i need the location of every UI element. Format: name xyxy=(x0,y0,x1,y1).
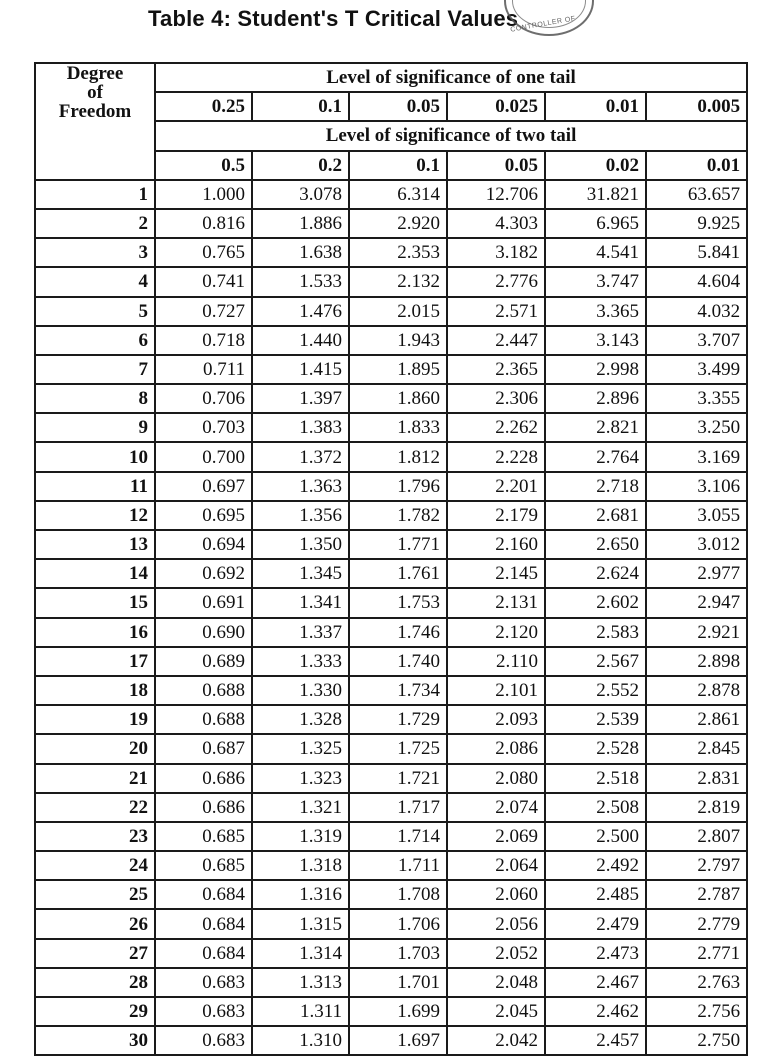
degree-of-freedom-cell: 2 xyxy=(35,209,155,238)
critical-value-cell: 2.485 xyxy=(545,880,646,909)
critical-value-cell: 2.624 xyxy=(545,559,646,588)
critical-value-cell: 1.323 xyxy=(252,764,349,793)
critical-value-cell: 1.860 xyxy=(349,384,447,413)
critical-value-cell: 4.604 xyxy=(646,267,747,296)
critical-value-cell: 0.684 xyxy=(155,880,252,909)
page-title: Table 4: Student's T Critical Values xyxy=(148,6,519,31)
table-row xyxy=(35,559,747,588)
critical-value-cell: 2.045 xyxy=(447,997,545,1026)
critical-value-cell: 2.797 xyxy=(646,851,747,880)
critical-value-cell: 0.692 xyxy=(155,559,252,588)
critical-value-cell: 1.725 xyxy=(349,734,447,763)
critical-value-cell: 1.708 xyxy=(349,880,447,909)
critical-value-cell: 2.819 xyxy=(646,793,747,822)
critical-value-cell: 0.697 xyxy=(155,472,252,501)
critical-value-cell: 2.552 xyxy=(545,676,646,705)
table-row xyxy=(35,676,747,705)
critical-value-cell: 0.816 xyxy=(155,209,252,238)
critical-value-cell: 1.415 xyxy=(252,355,349,384)
critical-value-cell: 1.761 xyxy=(349,559,447,588)
degree-of-freedom-cell: 12 xyxy=(35,501,155,530)
critical-value-cell: 2.110 xyxy=(447,647,545,676)
critical-value-cell: 0.727 xyxy=(155,297,252,326)
table-row xyxy=(35,180,747,209)
critical-value-cell: 2.086 xyxy=(447,734,545,763)
one-tail-level: 0.25 xyxy=(155,92,252,121)
critical-value-cell: 2.473 xyxy=(545,939,646,968)
critical-value-cell: 2.831 xyxy=(646,764,747,793)
seal-text: CONTROLLER OF xyxy=(509,15,577,34)
critical-value-cell: 0.690 xyxy=(155,618,252,647)
critical-value-cell: 2.771 xyxy=(646,939,747,968)
critical-value-cell: 2.898 xyxy=(646,647,747,676)
critical-value-cell: 2.353 xyxy=(349,238,447,267)
critical-value-cell: 2.845 xyxy=(646,734,747,763)
critical-value-cell: 4.541 xyxy=(545,238,646,267)
table-row xyxy=(35,997,747,1026)
degree-of-freedom-cell: 6 xyxy=(35,326,155,355)
critical-value-cell: 0.695 xyxy=(155,501,252,530)
critical-value-cell: 1.318 xyxy=(252,851,349,880)
critical-value-cell: 2.750 xyxy=(646,1026,747,1055)
critical-value-cell: 1.363 xyxy=(252,472,349,501)
critical-value-cell: 1.706 xyxy=(349,909,447,938)
critical-value-cell: 1.895 xyxy=(349,355,447,384)
critical-value-cell: 0.684 xyxy=(155,909,252,938)
critical-value-cell: 2.179 xyxy=(447,501,545,530)
critical-value-cell: 1.740 xyxy=(349,647,447,676)
critical-value-cell: 1.714 xyxy=(349,822,447,851)
critical-value-cell: 2.861 xyxy=(646,705,747,734)
critical-value-cell: 1.350 xyxy=(252,530,349,559)
critical-value-cell: 1.330 xyxy=(252,676,349,705)
critical-value-cell: 2.080 xyxy=(447,764,545,793)
critical-value-cell: 1.886 xyxy=(252,209,349,238)
critical-value-cell: 1.311 xyxy=(252,997,349,1026)
critical-value-cell: 1.771 xyxy=(349,530,447,559)
critical-value-cell: 0.686 xyxy=(155,764,252,793)
one-tail-level: 0.025 xyxy=(447,92,545,121)
critical-value-cell: 3.250 xyxy=(646,413,747,442)
t-critical-values-table xyxy=(34,62,748,1056)
critical-value-cell: 1.533 xyxy=(252,267,349,296)
critical-value-cell: 1.372 xyxy=(252,442,349,471)
table-row xyxy=(35,647,747,676)
critical-value-cell: 2.567 xyxy=(545,647,646,676)
critical-value-cell: 9.925 xyxy=(646,209,747,238)
critical-value-cell: 4.303 xyxy=(447,209,545,238)
degree-of-freedom-cell: 16 xyxy=(35,618,155,647)
critical-value-cell: 1.697 xyxy=(349,1026,447,1055)
critical-value-cell: 0.700 xyxy=(155,442,252,471)
table-row xyxy=(35,326,747,355)
critical-value-cell: 1.345 xyxy=(252,559,349,588)
critical-value-cell: 2.145 xyxy=(447,559,545,588)
degree-of-freedom-cell: 10 xyxy=(35,442,155,471)
critical-value-cell: 1.476 xyxy=(252,297,349,326)
critical-value-cell: 1.356 xyxy=(252,501,349,530)
critical-value-cell: 3.106 xyxy=(646,472,747,501)
critical-value-cell: 1.337 xyxy=(252,618,349,647)
table-row xyxy=(35,384,747,413)
critical-value-cell: 2.447 xyxy=(447,326,545,355)
degree-of-freedom-cell: 29 xyxy=(35,997,155,1026)
degree-of-freedom-cell: 30 xyxy=(35,1026,155,1055)
table-row xyxy=(35,530,747,559)
one-tail-level: 0.005 xyxy=(646,92,747,121)
critical-value-cell: 0.703 xyxy=(155,413,252,442)
degree-of-freedom-cell: 14 xyxy=(35,559,155,588)
table-row xyxy=(35,880,747,909)
table-row xyxy=(35,413,747,442)
degree-of-freedom-cell: 5 xyxy=(35,297,155,326)
critical-value-cell: 0.688 xyxy=(155,676,252,705)
degree-header-line1: Degree xyxy=(66,63,124,84)
degree-of-freedom-cell: 8 xyxy=(35,384,155,413)
critical-value-cell: 1.316 xyxy=(252,880,349,909)
critical-value-cell: 0.765 xyxy=(155,238,252,267)
degree-of-freedom-cell: 22 xyxy=(35,793,155,822)
one-tail-level: 0.01 xyxy=(545,92,646,121)
official-seal xyxy=(504,0,594,36)
degree-of-freedom-cell: 25 xyxy=(35,880,155,909)
critical-value-cell: 3.078 xyxy=(252,180,349,209)
degree-of-freedom-cell: 1 xyxy=(35,180,155,209)
critical-value-cell: 2.787 xyxy=(646,880,747,909)
critical-value-cell: 2.101 xyxy=(447,676,545,705)
two-tail-header: Level of significance of two tail xyxy=(155,121,747,150)
critical-value-cell: 2.650 xyxy=(545,530,646,559)
table-row xyxy=(35,822,747,851)
critical-value-cell: 0.691 xyxy=(155,588,252,617)
critical-value-cell: 2.262 xyxy=(447,413,545,442)
critical-value-cell: 2.764 xyxy=(545,442,646,471)
critical-value-cell: 2.878 xyxy=(646,676,747,705)
critical-value-cell: 0.711 xyxy=(155,355,252,384)
critical-value-cell: 2.571 xyxy=(447,297,545,326)
critical-value-cell: 2.528 xyxy=(545,734,646,763)
critical-value-cell: 6.965 xyxy=(545,209,646,238)
table-row xyxy=(35,238,747,267)
critical-value-cell: 2.479 xyxy=(545,909,646,938)
critical-value-cell: 2.821 xyxy=(545,413,646,442)
critical-value-cell: 2.462 xyxy=(545,997,646,1026)
critical-value-cell: 2.779 xyxy=(646,909,747,938)
table-row xyxy=(35,909,747,938)
critical-value-cell: 1.796 xyxy=(349,472,447,501)
degree-of-freedom-cell: 4 xyxy=(35,267,155,296)
critical-value-cell: 2.015 xyxy=(349,297,447,326)
critical-value-cell: 0.689 xyxy=(155,647,252,676)
critical-value-cell: 2.228 xyxy=(447,442,545,471)
critical-value-cell: 2.042 xyxy=(447,1026,545,1055)
critical-value-cell: 2.201 xyxy=(447,472,545,501)
critical-value-cell: 2.457 xyxy=(545,1026,646,1055)
degree-of-freedom-cell: 20 xyxy=(35,734,155,763)
critical-value-cell: 2.681 xyxy=(545,501,646,530)
critical-value-cell: 1.440 xyxy=(252,326,349,355)
critical-value-cell: 0.683 xyxy=(155,968,252,997)
critical-value-cell: 3.055 xyxy=(646,501,747,530)
critical-value-cell: 0.687 xyxy=(155,734,252,763)
one-tail-level: 0.05 xyxy=(349,92,447,121)
degree-of-freedom-cell: 28 xyxy=(35,968,155,997)
critical-value-cell: 1.315 xyxy=(252,909,349,938)
critical-value-cell: 0.718 xyxy=(155,326,252,355)
critical-value-cell: 0.706 xyxy=(155,384,252,413)
critical-value-cell: 1.701 xyxy=(349,968,447,997)
critical-value-cell: 1.721 xyxy=(349,764,447,793)
degree-of-freedom-cell: 23 xyxy=(35,822,155,851)
degree-of-freedom-cell: 9 xyxy=(35,413,155,442)
table-row xyxy=(35,793,747,822)
critical-value-cell: 3.499 xyxy=(646,355,747,384)
critical-value-cell: 2.064 xyxy=(447,851,545,880)
critical-value-cell: 0.694 xyxy=(155,530,252,559)
critical-value-cell: 2.120 xyxy=(447,618,545,647)
degree-of-freedom-cell: 11 xyxy=(35,472,155,501)
critical-value-cell: 6.314 xyxy=(349,180,447,209)
two-tail-level: 0.02 xyxy=(545,151,646,180)
degree-of-freedom-cell: 21 xyxy=(35,764,155,793)
degree-of-freedom-header xyxy=(35,63,155,180)
header-row-one-tail-label xyxy=(35,63,747,92)
critical-value-cell: 1.341 xyxy=(252,588,349,617)
critical-value-cell: 0.683 xyxy=(155,997,252,1026)
critical-value-cell: 0.685 xyxy=(155,851,252,880)
degree-of-freedom-cell: 17 xyxy=(35,647,155,676)
one-tail-level: 0.1 xyxy=(252,92,349,121)
critical-value-cell: 1.753 xyxy=(349,588,447,617)
table-row xyxy=(35,939,747,968)
critical-value-cell: 1.325 xyxy=(252,734,349,763)
table-row xyxy=(35,968,747,997)
critical-value-cell: 2.500 xyxy=(545,822,646,851)
critical-value-cell: 3.182 xyxy=(447,238,545,267)
critical-value-cell: 2.069 xyxy=(447,822,545,851)
two-tail-level: 0.5 xyxy=(155,151,252,180)
critical-value-cell: 2.602 xyxy=(545,588,646,617)
critical-value-cell: 12.706 xyxy=(447,180,545,209)
one-tail-header: Level of significance of one tail xyxy=(155,63,747,92)
critical-value-cell: 0.686 xyxy=(155,793,252,822)
critical-value-cell: 1.717 xyxy=(349,793,447,822)
two-tail-level: 0.05 xyxy=(447,151,545,180)
critical-value-cell: 3.355 xyxy=(646,384,747,413)
degree-of-freedom-cell: 3 xyxy=(35,238,155,267)
critical-value-cell: 0.684 xyxy=(155,939,252,968)
table-row xyxy=(35,734,747,763)
table-row xyxy=(35,267,747,296)
critical-value-cell: 1.000 xyxy=(155,180,252,209)
critical-value-cell: 1.943 xyxy=(349,326,447,355)
degree-of-freedom-cell: 26 xyxy=(35,909,155,938)
degree-of-freedom-cell: 24 xyxy=(35,851,155,880)
critical-value-cell: 3.143 xyxy=(545,326,646,355)
critical-value-cell: 2.518 xyxy=(545,764,646,793)
critical-value-cell: 2.467 xyxy=(545,968,646,997)
critical-value-cell: 2.920 xyxy=(349,209,447,238)
critical-value-cell: 1.699 xyxy=(349,997,447,1026)
critical-value-cell: 2.056 xyxy=(447,909,545,938)
table-row xyxy=(35,618,747,647)
table-row xyxy=(35,472,747,501)
critical-value-cell: 3.365 xyxy=(545,297,646,326)
critical-value-cell: 2.896 xyxy=(545,384,646,413)
critical-value-cell: 2.763 xyxy=(646,968,747,997)
critical-value-cell: 63.657 xyxy=(646,180,747,209)
critical-value-cell: 4.032 xyxy=(646,297,747,326)
critical-value-cell: 0.685 xyxy=(155,822,252,851)
critical-value-cell: 1.328 xyxy=(252,705,349,734)
critical-value-cell: 1.319 xyxy=(252,822,349,851)
degree-header-line3: Freedom xyxy=(58,101,132,122)
critical-value-cell: 1.397 xyxy=(252,384,349,413)
critical-value-cell: 2.718 xyxy=(545,472,646,501)
critical-value-cell: 2.048 xyxy=(447,968,545,997)
critical-value-cell: 3.012 xyxy=(646,530,747,559)
critical-value-cell: 1.734 xyxy=(349,676,447,705)
degree-of-freedom-cell: 7 xyxy=(35,355,155,384)
critical-value-cell: 1.703 xyxy=(349,939,447,968)
critical-value-cell: 2.508 xyxy=(545,793,646,822)
table-row xyxy=(35,1026,747,1055)
two-tail-level: 0.01 xyxy=(646,151,747,180)
critical-value-cell: 1.310 xyxy=(252,1026,349,1055)
critical-value-cell: 3.747 xyxy=(545,267,646,296)
critical-value-cell: 3.169 xyxy=(646,442,747,471)
critical-value-cell: 2.921 xyxy=(646,618,747,647)
table-row xyxy=(35,705,747,734)
degree-of-freedom-cell: 18 xyxy=(35,676,155,705)
critical-value-cell: 2.998 xyxy=(545,355,646,384)
critical-value-cell: 2.052 xyxy=(447,939,545,968)
critical-value-cell: 1.782 xyxy=(349,501,447,530)
critical-value-cell: 2.131 xyxy=(447,588,545,617)
critical-value-cell: 2.492 xyxy=(545,851,646,880)
degree-of-freedom-cell: 13 xyxy=(35,530,155,559)
critical-value-cell: 2.074 xyxy=(447,793,545,822)
critical-value-cell: 2.756 xyxy=(646,997,747,1026)
critical-value-cell: 1.313 xyxy=(252,968,349,997)
table-row xyxy=(35,209,747,238)
table-row xyxy=(35,297,747,326)
critical-value-cell: 2.132 xyxy=(349,267,447,296)
critical-value-cell: 2.807 xyxy=(646,822,747,851)
two-tail-level: 0.1 xyxy=(349,151,447,180)
critical-value-cell: 0.741 xyxy=(155,267,252,296)
critical-value-cell: 31.821 xyxy=(545,180,646,209)
critical-value-cell: 1.812 xyxy=(349,442,447,471)
critical-value-cell: 1.833 xyxy=(349,413,447,442)
critical-value-cell: 2.306 xyxy=(447,384,545,413)
critical-value-cell: 2.093 xyxy=(447,705,545,734)
critical-value-cell: 2.776 xyxy=(447,267,545,296)
degree-of-freedom-cell: 15 xyxy=(35,588,155,617)
critical-value-cell: 0.683 xyxy=(155,1026,252,1055)
table-row xyxy=(35,764,747,793)
critical-value-cell: 2.977 xyxy=(646,559,747,588)
critical-value-cell: 2.947 xyxy=(646,588,747,617)
critical-value-cell: 1.321 xyxy=(252,793,349,822)
critical-value-cell: 2.365 xyxy=(447,355,545,384)
table-row xyxy=(35,588,747,617)
critical-value-cell: 2.583 xyxy=(545,618,646,647)
critical-value-cell: 3.707 xyxy=(646,326,747,355)
critical-value-cell: 5.841 xyxy=(646,238,747,267)
degree-of-freedom-cell: 19 xyxy=(35,705,155,734)
table-body xyxy=(35,63,747,1055)
critical-value-cell: 1.314 xyxy=(252,939,349,968)
critical-value-cell: 1.711 xyxy=(349,851,447,880)
two-tail-level: 0.2 xyxy=(252,151,349,180)
table-row xyxy=(35,355,747,384)
critical-value-cell: 2.160 xyxy=(447,530,545,559)
degree-header-line2: of xyxy=(87,82,103,103)
critical-value-cell: 1.729 xyxy=(349,705,447,734)
critical-value-cell: 1.638 xyxy=(252,238,349,267)
critical-value-cell: 2.060 xyxy=(447,880,545,909)
critical-value-cell: 2.539 xyxy=(545,705,646,734)
critical-value-cell: 1.746 xyxy=(349,618,447,647)
table-row xyxy=(35,501,747,530)
table-row xyxy=(35,442,747,471)
table-row xyxy=(35,851,747,880)
degree-of-freedom-cell: 27 xyxy=(35,939,155,968)
critical-value-cell: 0.688 xyxy=(155,705,252,734)
critical-value-cell: 1.333 xyxy=(252,647,349,676)
critical-value-cell: 1.383 xyxy=(252,413,349,442)
